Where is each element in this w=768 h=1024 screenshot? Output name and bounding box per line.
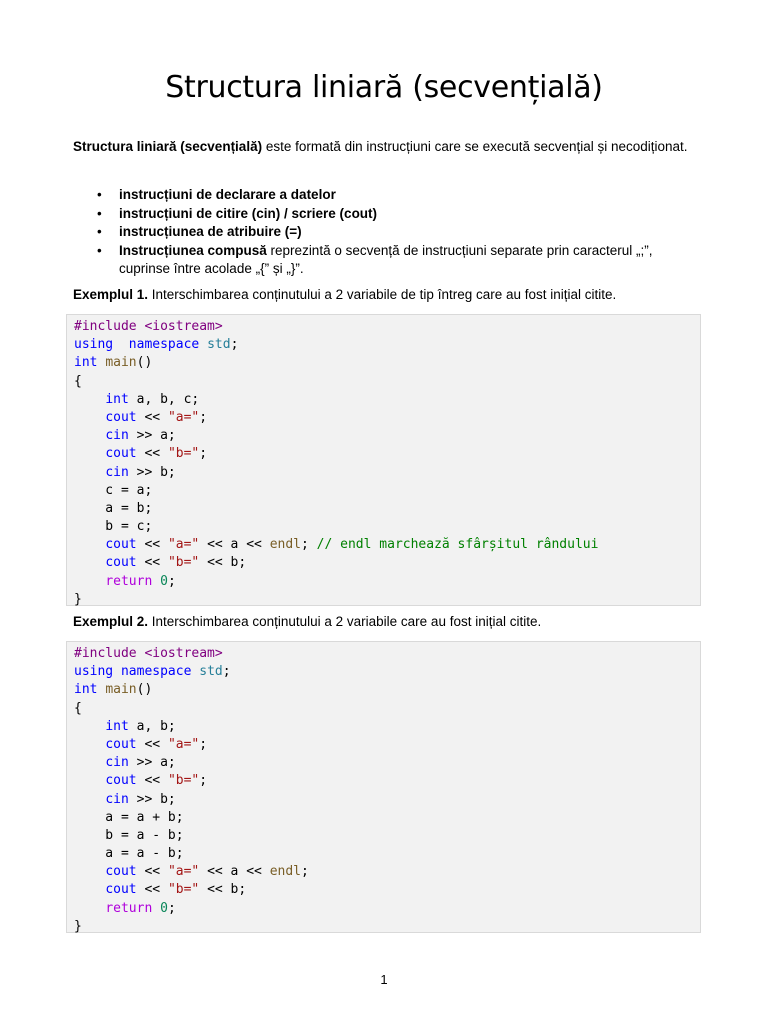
code-line: { (74, 700, 82, 716)
code-line: cout << "b=" << b; (105, 882, 247, 898)
code-line: cout << "a=" << a << endl; (105, 864, 309, 880)
code-line: int main() (74, 355, 153, 371)
code-block-example-1 (66, 314, 701, 606)
example-2-label: Exemplul 2. (73, 614, 149, 629)
example-2-text: Interschimbarea conținutului a 2 variabile care au fost inițial citite. (148, 614, 542, 629)
example-1-label: Exemplul 1. (73, 287, 149, 302)
code-line: cout << "a="; (105, 409, 208, 425)
code-line: int a, b; (105, 718, 176, 734)
code-line: a = a + b; (74, 809, 184, 825)
code-line: a = a - b; (74, 846, 184, 862)
list-item-bold: instrucțiunea de atribuire (=) (119, 224, 302, 239)
code-line: using namespace std; (74, 337, 239, 353)
list-item-bold: instrucțiuni de citire (cin) / scriere (cout) (119, 205, 378, 221)
example-2-heading (73, 614, 541, 629)
list-item-bold: Instrucțiunea compusă (119, 242, 267, 258)
bullet-list (73, 186, 695, 279)
intro-text: este formată din instrucțiuni care se execută secvențial și necodiționat. (262, 139, 688, 154)
list-item (73, 242, 695, 279)
page-title: Structura liniară (secvențială) (165, 70, 603, 105)
code-line: using namespace std; (74, 664, 231, 680)
intro-paragraph (73, 137, 695, 157)
code-line: cout << "b="; (105, 446, 208, 462)
code-line: return 0; (105, 900, 176, 916)
code-line: int a, b, c; (105, 391, 200, 407)
code-line: int main() (74, 682, 153, 698)
example-1-heading (73, 287, 616, 302)
code-line: cout << "b="; (105, 773, 208, 789)
code-line: return 0; (105, 573, 176, 589)
code-line: #include <iostream> (74, 646, 223, 661)
code-block-example-2 (66, 641, 701, 933)
code-line: cout << "b=" << b; (105, 555, 247, 571)
list-item (73, 186, 695, 205)
list-item (73, 205, 695, 224)
code-line: b = c; (74, 519, 153, 535)
code-line: cin >> a; (105, 428, 176, 444)
code-line: cout << "a=" << a << endl; // endl marchează sfârșitul rândului (105, 537, 599, 553)
list-item (73, 223, 695, 242)
list-item-text: reprezintă o secvență de instrucțiuni separate prin caracterul „;”, cuprinse între acolade „{” și „}”. (119, 242, 653, 276)
code-line: #include <iostream> (74, 319, 223, 334)
code-line: cin >> b; (105, 464, 176, 480)
code-line: } (74, 591, 82, 607)
code-line: } (74, 918, 82, 934)
list-item-bold: instrucțiuni de declarare a datelor (119, 187, 336, 202)
code-line: cin >> b; (105, 791, 176, 807)
example-1-text: Interschimbarea conținutului a 2 variabile de tip întreg care au fost inițial citite. (148, 287, 617, 302)
code-line: a = b; (74, 500, 153, 516)
code-line: { (74, 373, 82, 389)
code-line: c = a; (74, 482, 153, 498)
code-line: cout << "a="; (105, 736, 208, 752)
code-line: b = a - b; (74, 827, 184, 843)
intro-bold: Structura liniară (secvențială) (73, 139, 263, 154)
code-line: cin >> a; (105, 755, 176, 771)
page-number: 1 (380, 972, 388, 987)
